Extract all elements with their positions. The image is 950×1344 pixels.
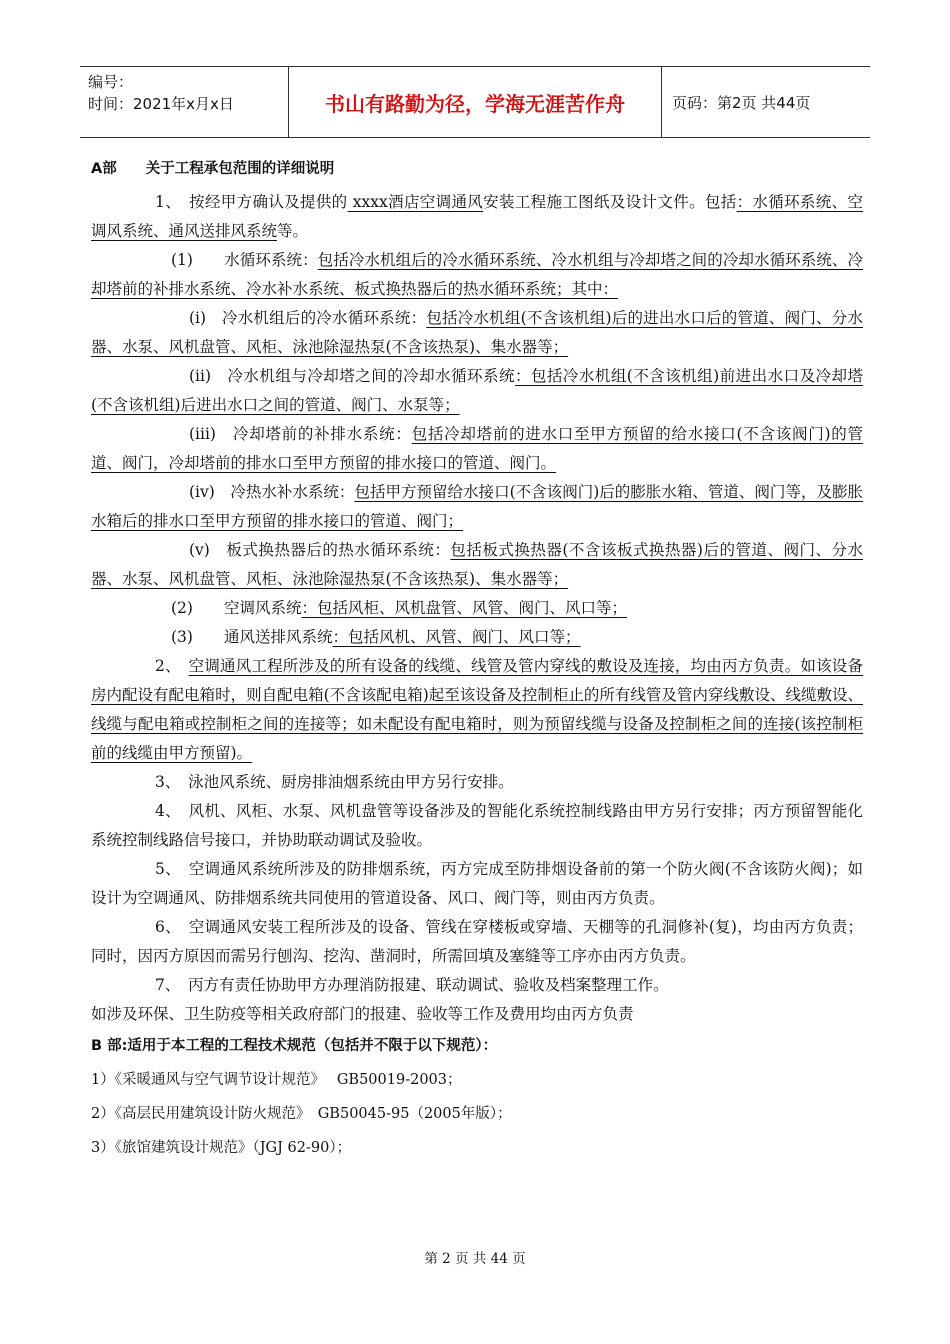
subitem-v: (v) 板式换热器后的热水循环系统：包括板式换热器(不含该板式换热器)后的管道、阀门、分水器、水泵、风机盘管、风柜、泳池除湿热泵(不含该热泵)、集水器等； (91, 541, 863, 588)
section-b-title: B 部:适用于本工程的工程技术规范（包括并不限于以下规范）： (91, 1038, 498, 1054)
subitem-iii: (iii) 冷却塔前的补排水系统：包括冷却塔前的进水口至甲方预留的给水接口(不含该阀门)的管道、阀门，冷却塔前的排水口至甲方预留的排水接口的管道、阀门。 (91, 425, 863, 472)
subitem-1: (1) 水循环系统：包括冷水机组后的冷水循环系统、冷水机组与冷却塔之间的冷却水循环系统、冷却塔前的补排水系统、冷水补水系统、板式换热器后的热水循环系统；其中： (91, 251, 863, 298)
paragraph-3: 3、 泳池风系统、厨房排油烟系统由甲方另行安排。 (155, 773, 514, 791)
header-meta (80, 67, 288, 137)
reference-item: 1）《采暖通风与空气调节设计规范》 GB50019-2003； (91, 1072, 462, 1088)
paragraph-8: 如涉及环保、卫生防疫等相关政府部门的报建、验收等工作及费用均由丙方负责 (91, 1005, 634, 1023)
subitem-2: (2) 空调风系统：包括风柜、风机盘管、风管、阀门、风口等； (171, 599, 627, 617)
subitem-ii: (ii) 冷水机组与冷却塔之间的冷却水循环系统：包括冷水机组(不含该机组)前进出水口及冷却塔(不含该机组)后进出水口之间的管道、阀门、水泵等； (91, 367, 863, 414)
paragraph-7: 7、 丙方有责任协助甲方办理消防报建、联动调试、验收及档案整理工作。 (155, 976, 669, 994)
subitem-iv: (iv) 冷热水补水系统：包括甲方预留给水接口(不含该阀门)后的膨胀水箱、管道、阀门等，及膨胀水箱后的排水口至甲方预留的排水接口的管道、阀门； (91, 483, 863, 530)
paragraph-2: 2、 空调通风工程所涉及的所有设备的线缆、线管及管内穿线的敷设及连接，均由丙方负责。如该设备房内配设有配电箱时，则自配电箱(不含该配电箱)起至该设备及控制柜止的所有线管及管内穿线敷设、线缆敷设、线缆与配电箱或控制柜之间的连接等；如未配设有配电箱时，则为预留线缆与设备及控制柜之间的连接(该控制柜前的线缆由甲方预留)。 (91, 657, 863, 762)
section-a-title: A部 关于工程承包范围的详细说明 (91, 161, 335, 177)
header-motto: 书山有路勤为径，学海无涯苦作舟 (288, 67, 662, 137)
paragraph-6: 6、 空调通风安装工程所涉及的设备、管线在穿楼板或穿墙、天棚等的孔洞修补(复)，均由丙方负责；同时，因丙方原因而需另行刨沟、挖沟、凿洞时，所需回填及塞缝等工序亦由丙方负责。 (91, 918, 863, 965)
paragraph-4: 4、 风机、风柜、水泵、风机盘管等设备涉及的智能化系统控制线路由甲方另行安排；丙方预留智能化系统控制线路信号接口，并协助联动调试及验收。 (91, 802, 863, 849)
paragraph-5: 5、 空调通风系统所涉及的防排烟系统，丙方完成至防排烟设备前的第一个防火阀(不含该防火阀)；如设计为空调通风、防排烟系统共同使用的管道设备、风口、阀门等，则由丙方负责。 (91, 860, 863, 907)
paragraph-1: 1、 按经甲方确认及提供的 xxxx酒店空调通风安装工程施工图纸及设计文件。包括：水循环系统、空调风系统、通风送排风系统等。 (91, 193, 863, 240)
time-label: 时间：2021年x月x日 (88, 95, 234, 113)
page-footer: 第 2 页 共 44 页 (424, 1251, 526, 1267)
subitem-i: (i) 冷水机组后的冷水循环系统：包括冷水机组(不含该机组)后的进出水口后的管道、阀门、分水器、水泵、风机盘管、风柜、泳池除湿热泵(不含该热泵)、集水器等； (91, 309, 863, 356)
document-body (91, 158, 863, 1159)
subitem-3: (3) 通风送排风系统：包括风机、风管、阀门、风口等； (171, 628, 581, 646)
page-header (80, 66, 870, 138)
reference-item: 2）《高层民用建筑设计防火规范》 GB50045-95（2005年版）； (91, 1106, 512, 1122)
number-label: 编号： (88, 73, 134, 91)
reference-item: 3）《旅馆建筑设计规范》（JGJ 62-90）； (91, 1140, 352, 1156)
header-page-label: 页码：第2页 共44页 (672, 93, 811, 112)
